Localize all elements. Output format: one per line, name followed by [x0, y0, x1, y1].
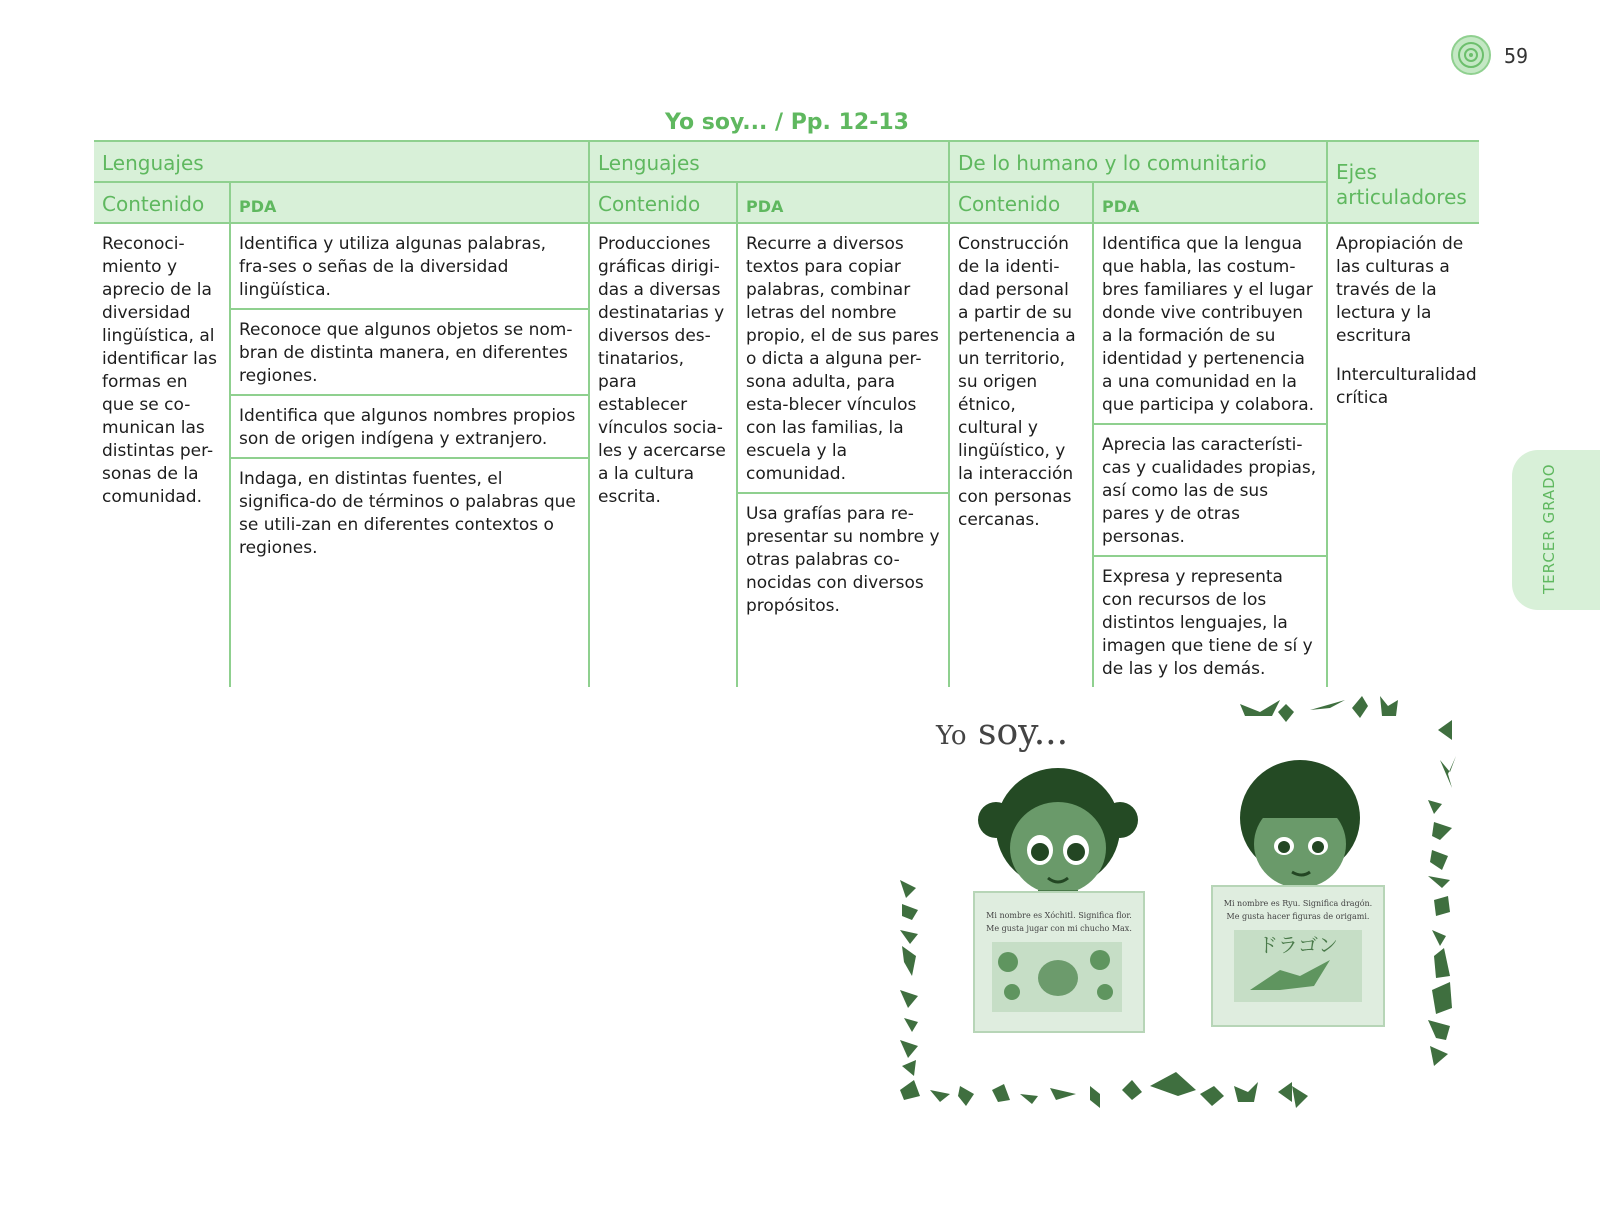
side-tab-label: TERCER GRADO — [1540, 463, 1558, 594]
girl-figure — [978, 768, 1138, 912]
boy-card-line2: Me gusta hacer figuras de origami. — [1226, 912, 1370, 921]
col3-pda — [1093, 223, 1327, 687]
kana-text: ドラゴン — [1258, 933, 1338, 957]
pda-item: Expresa y representa con recursos de los distintos lenguajes, la imagen que tiene de sí y de las y los demás. — [1102, 567, 1313, 679]
col2-pda — [737, 223, 949, 687]
col3-contenido: Construcción de la identi-dad personal a partir de su pertenencia a un territorio, su origen étnico, cultural y lingüístico, y la interacción con personas cercanas. — [949, 223, 1093, 687]
pda-item: Recurre a diversos textos para copiar palabras, combinar letras del nombre propio, el de sus pares o dicta a alguna per-sona adulta, para esta-blecer vínculos con las familias, la escuela y la comunidad. — [738, 224, 948, 494]
header-lenguajes-1: Lenguajes — [94, 141, 589, 182]
illustration-title-yo: Yo — [936, 721, 967, 751]
curriculum-table — [94, 140, 1479, 687]
dog-icon — [1038, 960, 1078, 996]
pda-item: Identifica que algunos nombres propios son de origen indígena y extranjero. — [231, 396, 588, 459]
ejes-cell — [1327, 223, 1479, 687]
pda-item: Identifica y utiliza algunas palabras, fra-ses o señas de la diversidad lingüística. — [231, 224, 588, 310]
header-pda: PDA — [1093, 182, 1327, 223]
page-number: 59 — [1504, 44, 1529, 68]
table-title: Yo soy... / Pp. 12-13 — [665, 110, 909, 135]
eje-item: Apropiación de las culturas a través de la lectura y la escritura — [1336, 234, 1464, 346]
header-pda: PDA — [230, 182, 589, 223]
spiral-logo-icon — [1450, 34, 1492, 76]
girl-card-line2: Me gusta jugar con mi chucho Max. — [986, 924, 1132, 933]
boy-card-line1: Mi nombre es Ryu. Significa dragón. — [1223, 899, 1373, 908]
illustration-title-soy: soy... — [978, 712, 1069, 753]
eje-item: Interculturalidad crítica — [1336, 365, 1477, 408]
header-humano-comunitario: De lo humano y lo comunitario — [949, 141, 1327, 182]
header-contenido: Contenido — [589, 182, 737, 223]
col1-contenido: Reconoci-miento y aprecio de la diversidad lingüística, al identificar las formas en que se co-munican las distintas per-sonas de la comunidad. — [94, 223, 230, 687]
girl-card-line1: Mi nombre es Xóchitl. Significa flor. — [986, 911, 1132, 920]
pda-item: Usa grafías para re-presentar su nombre y otras palabras co-nocidas con diversos propósitos. — [746, 504, 940, 616]
col2-contenido: Producciones gráficas dirigi-das a diversas destinatarias y diversos des-tinatarios, para establecer vínculos socia-les y acercarse a la cultura escrita. — [589, 223, 737, 687]
header-lenguajes-2: Lenguajes — [589, 141, 949, 182]
header-ejes-articuladores: Ejes articuladores — [1327, 141, 1479, 223]
col1-pda — [230, 223, 589, 687]
pda-item: Indaga, en distintas fuentes, el significa-do de términos o palabras que se utili-zan en diferentes contextos o regiones. — [239, 469, 576, 558]
pda-item: Reconoce que algunos objetos se nom-bran de distinta manera, en diferentes regiones. — [231, 310, 588, 396]
pda-item: Identifica que la lengua que habla, las costum-bres familiares y el lugar donde vive contribuyen a la formación de su identidad y pertenencia a una comunidad en la que participa y colabora. — [1094, 224, 1326, 425]
yo-soy-illustration — [900, 690, 1490, 1150]
header-contenido: Contenido — [949, 182, 1093, 223]
header-contenido: Contenido — [94, 182, 230, 223]
pda-item: Aprecia las característi-cas y cualidades propias, así como las de sus pares y de otras personas. — [1094, 425, 1326, 557]
header-pda: PDA — [737, 182, 949, 223]
